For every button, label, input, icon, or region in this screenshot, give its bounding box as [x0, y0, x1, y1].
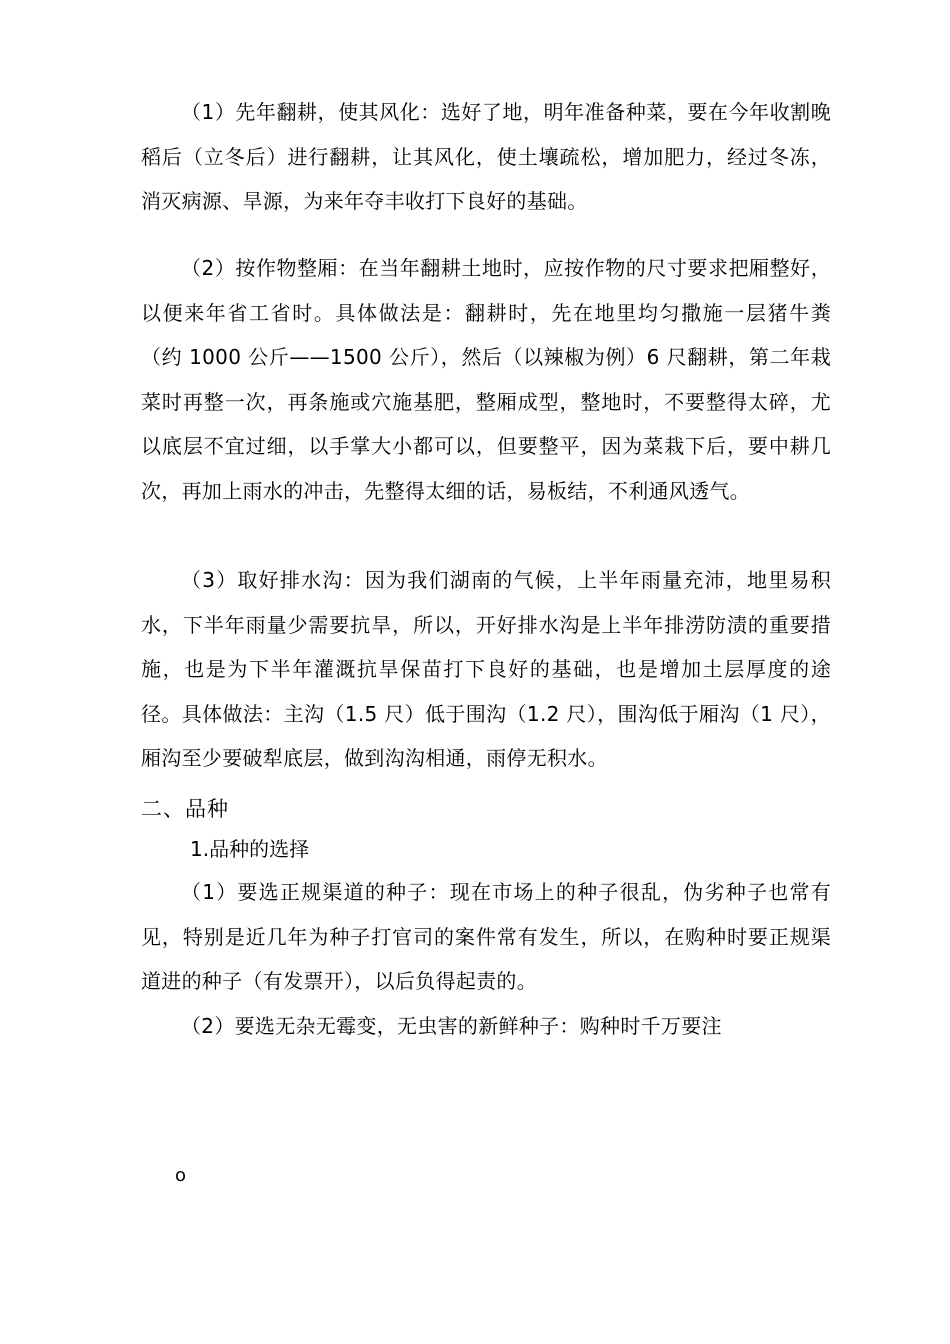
paragraph-autumn-tillage: （1）先年翻耕，使其风化：选好了地，明年准备种菜，要在今年收割晚稻后（立冬后）进行翻耕，让其风化，使土壤疏松，增加肥力，经过冬冻，消灭病源、旱源，为来年夺丰收打下良好的基础。: [141, 100, 831, 213]
paragraph-drainage-ditch: （3）取好排水沟：因为我们湖南的气候，上半年雨量充沛，地里易积水，下半年雨量少需要抗旱，所以，开好排水沟是上半年排涝防渍的重要措施，也是为下半年灌溉抗旱保苗打下良好的基础，也是增加土层厚度的途径。具体做法：主沟（1.5 尺）低于围沟（1.2 尺），围沟低于厢沟（1 尺），厢沟至少要破犁底层，做到沟沟相通，雨停无积水。: [141, 568, 831, 770]
paragraph-seed-quality: （2）要选无杂无霉变，无虫害的新鲜种子：购种时千万要注: [181, 1014, 722, 1038]
paragraph-bed-preparation: （2）按作物整厢：在当年翻耕土地时，应按作物的尺寸要求把厢整好，以便来年省工省时。具体做法是：翻耕时，先在地里均匀撒施一层猪牛粪（约 1000 公斤——1500 公斤），然后（以辣椒为例）6 尺翻耕，第二年栽菜时再整一次，再条施或穴施基肥，整厢成型，整地时，不要整得太碎，尤以底层不宜过细，以手掌大小都可以，但要整平，因为菜栽下后，要中耕几次，再加上雨水的冲击，先整得太细的话，易板结，不利通风透气。: [141, 256, 831, 503]
paragraph-seed-source: （1）要选正规渠道的种子：现在市场上的种子很乱，伪劣种子也常有见，特别是近几年为种子打官司的案件常有发生，所以，在购种时要正规渠道进的种子（有发票开），以后负得起责的。: [141, 880, 831, 993]
section-heading: 二、品种: [141, 797, 229, 821]
subsection-heading: 1.品种的选择: [190, 837, 310, 861]
stray-mark: o: [175, 1165, 187, 1186]
